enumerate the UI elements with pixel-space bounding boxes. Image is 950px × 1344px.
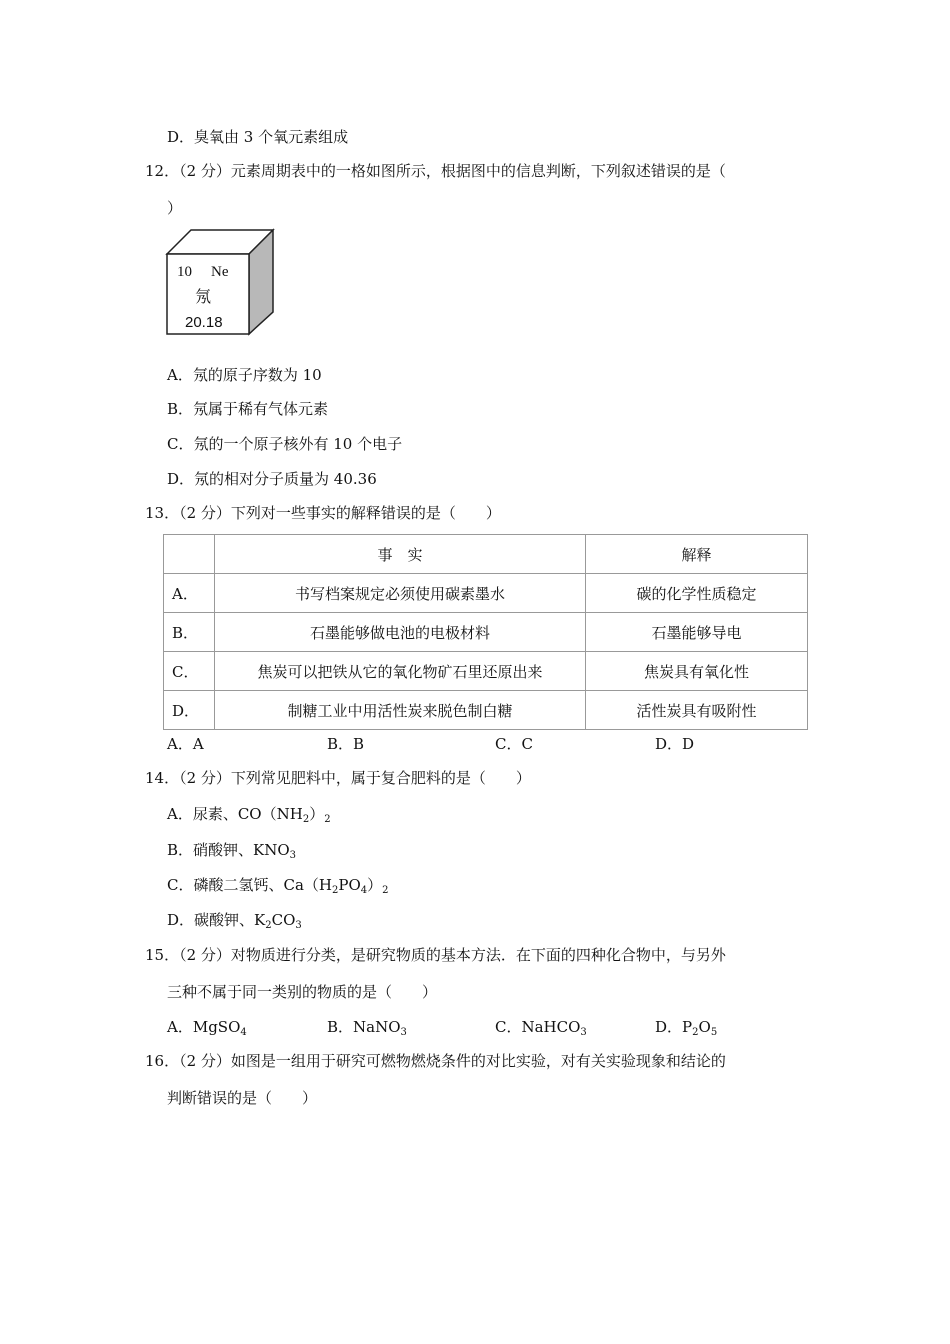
q14-option-b: B．硝酸钾、$KNO_3$ <box>167 841 297 861</box>
q15-text: （2 分）对物质进行分类，是研究物质的基本方法．在下面的四种化合物中，与另外 <box>179 946 726 964</box>
table-row <box>164 691 808 730</box>
q12-stem-end: ） <box>167 199 183 217</box>
table-cell: 焦炭可以把铁从它的氧化物矿石里还原出来 <box>215 652 586 691</box>
q16-number: 16． <box>145 1052 180 1070</box>
q14-option-d: D．碳酸钾、$K_2CO_3$ <box>167 911 302 931</box>
table-header-cell <box>164 535 215 574</box>
atomic-number: 10 <box>177 264 192 280</box>
element-symbol: Ne <box>211 264 229 280</box>
q15-stem <box>145 945 726 965</box>
q15-stem-cont: 三种不属于同一类别的物质的是（ ） <box>167 983 438 1001</box>
q16-stem-cont: 判断错误的是（ ） <box>167 1089 318 1107</box>
q12-option-b: B．氖属于稀有气体元素 <box>167 400 329 418</box>
q13-option-b: B．B <box>327 735 365 753</box>
fact-explanation-table <box>163 534 808 730</box>
table-header-cell: 事 实 <box>215 535 586 574</box>
q12-option-c: C．氖的一个原子核外有 10 个电子 <box>167 435 403 453</box>
table-cell: 书写档案规定必须使用碳素墨水 <box>215 574 586 613</box>
q15-option-c: C．NaHCO$_3$ <box>495 1018 587 1038</box>
q13-stem <box>145 503 501 523</box>
q13-option-a: A．A <box>167 735 204 753</box>
atomic-mass: 20.18 <box>185 314 223 331</box>
q14-option-c: C．磷酸二氢钙、$Ca(H_2PO_4)_2$ <box>167 876 389 896</box>
q14-option-a: A．尿素、$CO(NH_2)_2$ <box>167 805 331 825</box>
q11-option-d: D．臭氧由 3 个氧元素组成 <box>167 128 349 146</box>
q12-stem <box>145 161 726 181</box>
q12-option-a: A．氖的原子序数为 10 <box>167 366 322 384</box>
q14-stem <box>145 768 531 788</box>
element-cell-figure <box>165 228 277 338</box>
table-cell: 活性炭具有吸附性 <box>586 691 808 730</box>
q15-number: 15． <box>145 946 180 964</box>
table-header-row <box>164 535 808 574</box>
table-header-cell: 解释 <box>586 535 808 574</box>
table-cell: 石墨能够导电 <box>586 613 808 652</box>
table-cell: 制糖工业中用活性炭来脱色制白糖 <box>215 691 586 730</box>
q14-number: 14． <box>145 769 180 787</box>
q16-text: （2 分）如图是一组用于研究可燃物燃烧条件的对比实验，对有关实验现象和结论的 <box>179 1052 726 1070</box>
q15-option-d: D．$P_2O_5$ <box>655 1018 718 1038</box>
table-row <box>164 652 808 691</box>
q15-option-a: A．MgSO$_4$ <box>167 1018 247 1038</box>
q12-option-d: D．氖的相对分子质量为 40.36 <box>167 470 377 488</box>
q16-stem <box>145 1051 726 1071</box>
table-cell: A． <box>164 574 215 613</box>
table-cell: 石墨能够做电池的电极材料 <box>215 613 586 652</box>
element-cell-cube <box>165 228 277 338</box>
table-row <box>164 574 808 613</box>
table-cell: 焦炭具有氧化性 <box>586 652 808 691</box>
q15-option-b: B．NaNO$_3$ <box>327 1018 407 1038</box>
table-cell: 碳的化学性质稳定 <box>586 574 808 613</box>
q13-number: 13． <box>145 504 180 522</box>
table-cell: D． <box>164 691 215 730</box>
table-cell: B． <box>164 613 215 652</box>
element-name: 氖 <box>195 287 212 306</box>
q14-text: （2 分）下列常见肥料中，属于复合肥料的是（ ） <box>179 769 531 787</box>
table-cell: C． <box>164 652 215 691</box>
q13-text: （2 分）下列对一些事实的解释错误的是（ ） <box>179 504 501 522</box>
q12-text: （2 分）元素周期表中的一格如图所示，根据图中的信息判断，下列叙述错误的是（ <box>179 162 726 180</box>
q13-option-c: C．C <box>495 735 533 753</box>
q13-option-d: D．D <box>655 735 695 753</box>
q12-number: 12． <box>145 162 180 180</box>
table-row <box>164 613 808 652</box>
